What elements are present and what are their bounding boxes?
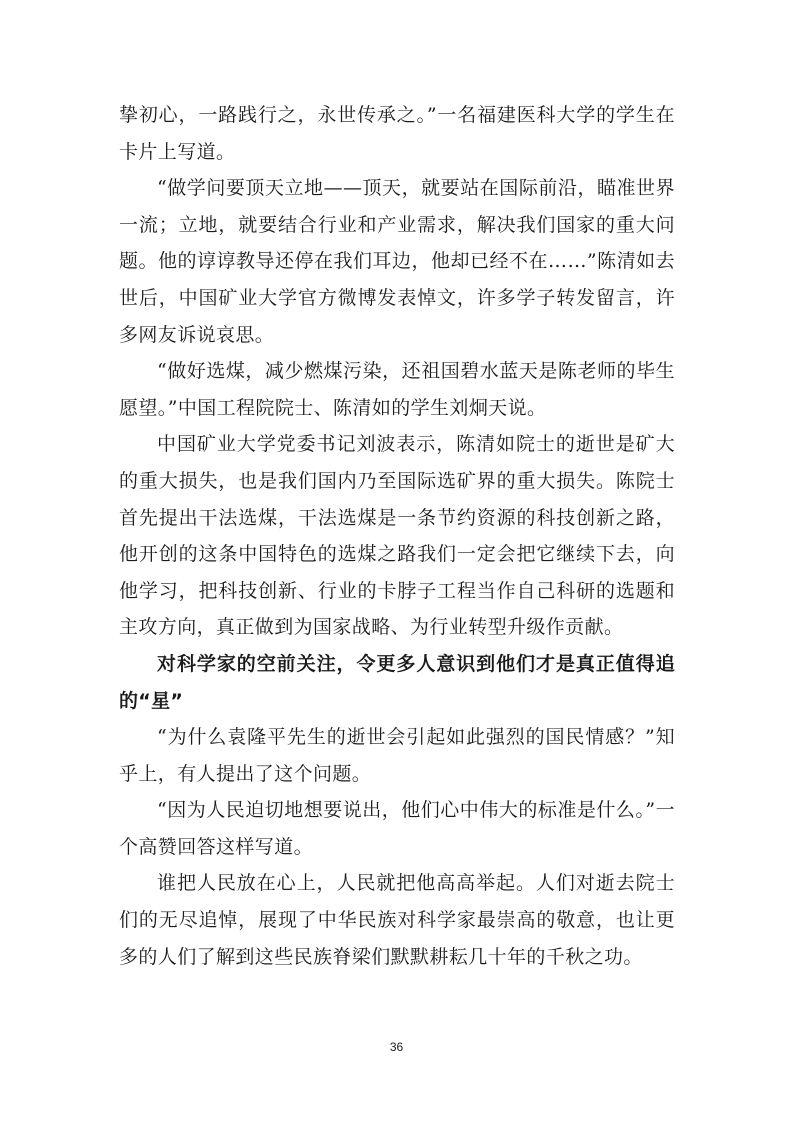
paragraph-1: 挚初心，一路践行之，永世传承之。”一名福建医科大学的学生在卡片上写道。 — [119, 104, 675, 163]
section-heading: 对科学家的空前关注，令更多人意识到他们才是真正值得追的“星” — [119, 652, 675, 712]
paragraph-2: “做学问要顶天立地——顶天，就要站在国际前沿，瞄准世界一流；立地，就要结合行业和产业需求，解决我们国家的重大问题。他的谆谆教导还停在我们耳边，他却已经不在……”陈清如去世后，中国矿业大学官方微博发表悼文，许多学子转发留言，许多网友诉说哀思。 — [119, 177, 675, 346]
article-body — [119, 97, 675, 975]
paragraph-5: “为什么袁隆平先生的逝世会引起如此强烈的国民情感？”知乎上，有人提出了这个问题。 — [119, 726, 675, 785]
paragraph-6: “因为人民迫切地想要说出，他们心中伟大的标准是什么。”一个高赞回答这样写道。 — [119, 799, 675, 858]
paragraph-3: “做好选煤，减少燃煤污染，还祖国碧水蓝天是陈老师的毕生愿望。”中国工程院院士、陈清如的学生刘炯天说。 — [119, 360, 675, 419]
paragraph-7: 谁把人民放在心上，人民就把他高高举起。人们对逝去院士们的无尽追悼，展现了中华民族对科学家最崇高的敬意，也让更多的人们了解到这些民族脊梁们默默耕耘几十年的千秋之功。 — [119, 872, 675, 968]
page-number: 36 — [389, 1040, 404, 1054]
paragraph-4: 中国矿业大学党委书记刘波表示，陈清如院士的逝世是矿大的重大损失，也是我们国内乃至国际选矿界的重大损失。陈院士首先提出干法选煤，干法选煤是一条节约资源的科技创新之路，他开创的这条中国特色的选煤之路我们一定会把它继续下去，向他学习，把科技创新、行业的卡脖子工程当作自己科研的选题和主攻方向，真正做到为国家战略、为行业转型升级作贡献。 — [119, 433, 675, 639]
